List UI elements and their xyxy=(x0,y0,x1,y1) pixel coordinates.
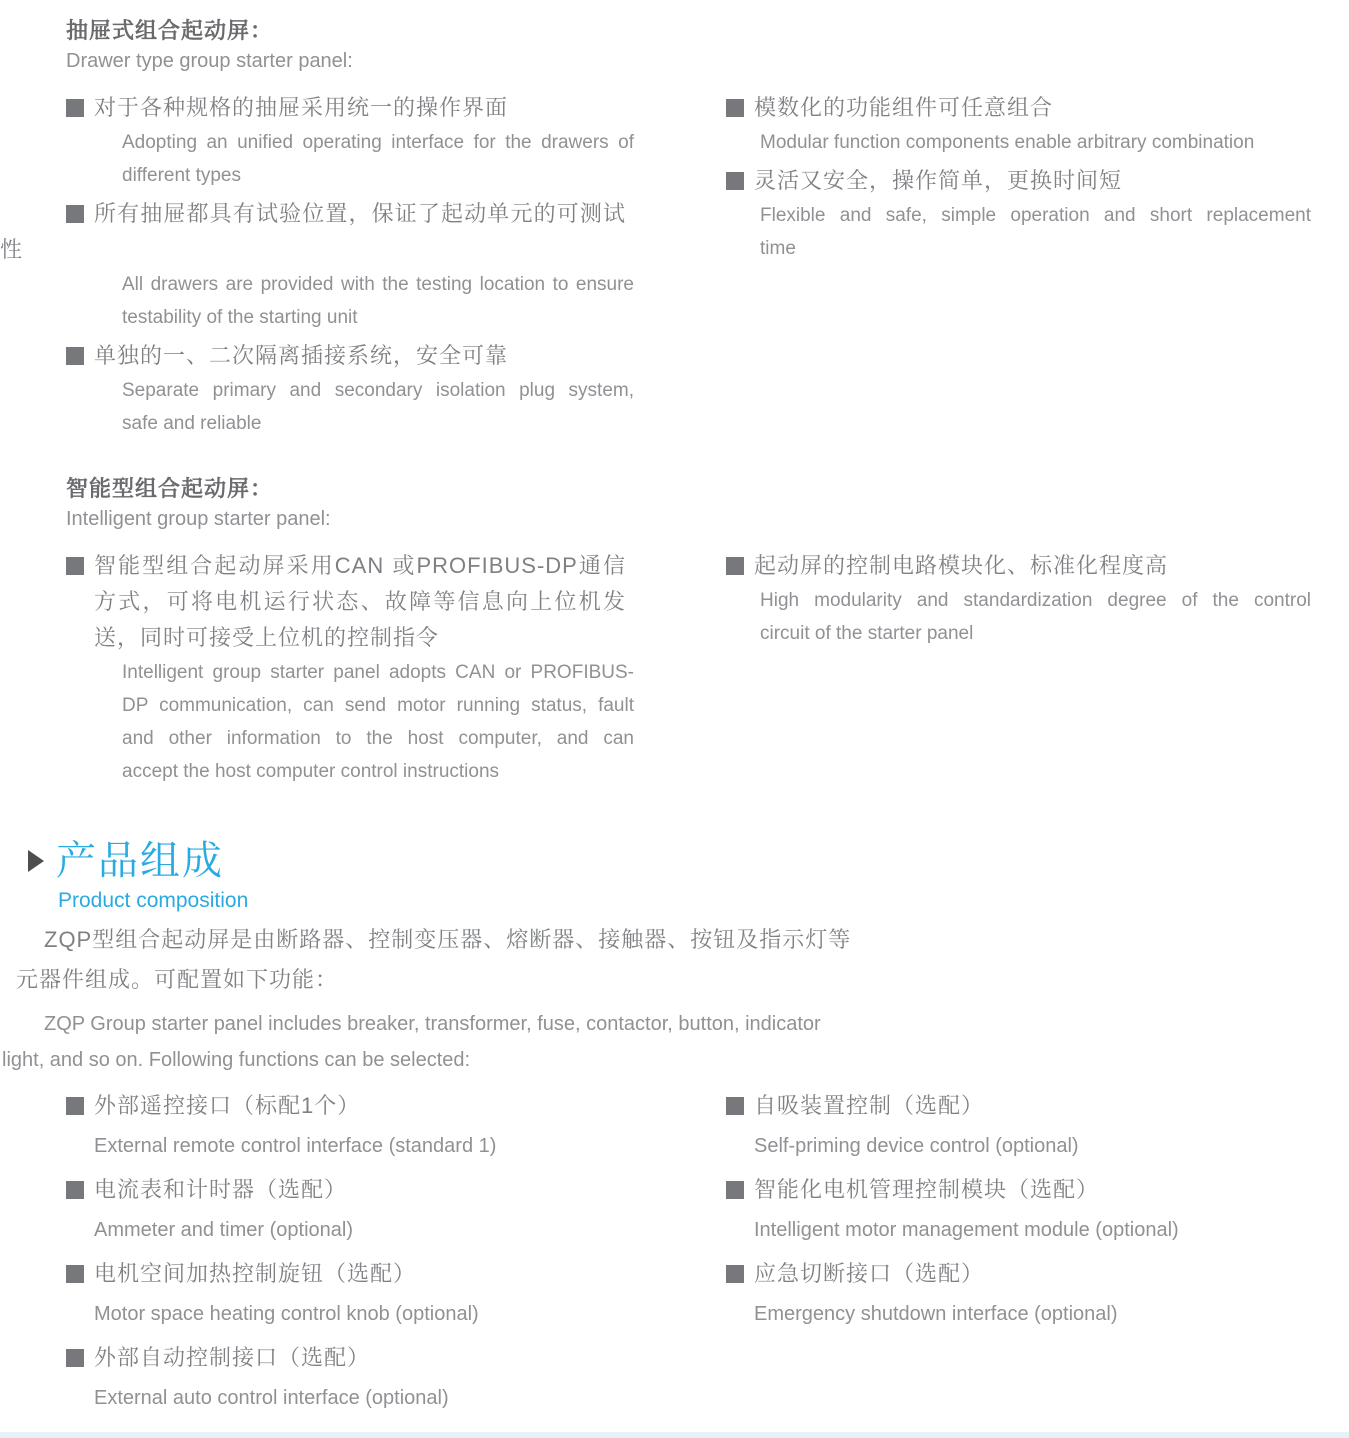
composition-paragraph-en xyxy=(0,1006,1349,1078)
feature-item xyxy=(66,90,666,192)
feature-text-zh xyxy=(754,90,1311,126)
intelligent-section-right-column xyxy=(726,548,1311,654)
text-line: Flexible and safe, simple operation and short replacement xyxy=(760,205,1311,226)
feature-text-zh xyxy=(754,1254,1346,1294)
text-line: 方式，可将电机运行状态、故障等信息向上位机发 xyxy=(94,589,626,614)
feature-text-en xyxy=(94,1210,686,1250)
feature-text-en xyxy=(122,126,634,192)
feature-text-zh xyxy=(754,163,1311,199)
composition-list-left-column xyxy=(66,1086,686,1422)
text-line: different types xyxy=(122,165,242,186)
composition-title-zh: 产品组成 xyxy=(56,839,224,883)
text-line: 模数化的功能组件可任意组合 xyxy=(754,95,1054,120)
feature-text-zh xyxy=(754,1170,1346,1210)
feature-item xyxy=(726,90,1311,159)
drawer-feature-list-left xyxy=(0,90,666,440)
bullet-square-icon xyxy=(726,99,744,117)
right-arrow-icon xyxy=(28,850,44,872)
composition-header xyxy=(28,838,248,916)
paragraph-line: 元器件组成。可配置如下功能： xyxy=(16,967,339,992)
feature-item xyxy=(66,548,666,788)
feature-text-en xyxy=(122,268,634,334)
intelligent-section-heading-zh: 智能型组合起动屏： xyxy=(66,476,274,501)
bullet-square-icon xyxy=(66,1097,84,1115)
feature-item xyxy=(726,1086,1346,1166)
text-line: Adopting an unified operating interface for the drawers of xyxy=(122,132,634,153)
text-line: 电流表和计时器（选配） xyxy=(94,1177,348,1202)
text-line: accept the host computer control instructions xyxy=(122,761,500,782)
feature-text-zh xyxy=(94,1170,686,1210)
bullet-square-icon xyxy=(66,205,84,223)
text-line: 灵活又安全，操作简单，更换时间短 xyxy=(754,168,1123,193)
page-bottom-accent-bar xyxy=(0,1432,1349,1438)
paragraph-line: ZQP Group starter panel includes breaker, transformer, fuse, contactor, button, indicator xyxy=(44,1013,821,1035)
feature-text-en xyxy=(122,374,634,440)
text-line: 单独的一、二次隔离插接系统，安全可靠 xyxy=(94,343,509,368)
feature-text-zh xyxy=(94,338,626,374)
text-line: 应急切断接口（选配） xyxy=(754,1261,985,1286)
drawer-section-left-column xyxy=(0,16,666,444)
bullet-square-icon xyxy=(66,1349,84,1367)
composition-title-en: Product composition xyxy=(58,889,249,912)
text-line: safe and reliable xyxy=(122,413,262,434)
feature-text-en xyxy=(754,1294,1346,1334)
bullet-square-icon xyxy=(726,557,744,575)
text-line: DP communication, can send motor running status, fault xyxy=(122,695,634,716)
feature-text-zh xyxy=(754,1086,1346,1126)
text-line: Intelligent motor management module (optional) xyxy=(754,1219,1179,1241)
text-line: 对于各种规格的抽屉采用统一的操作界面 xyxy=(94,95,509,120)
feature-item xyxy=(66,1170,686,1250)
drawer-feature-list-right xyxy=(726,90,1311,265)
feature-text-en xyxy=(760,126,1311,159)
feature-item xyxy=(66,1086,686,1166)
feature-text-en xyxy=(122,656,634,788)
text-line: Intelligent group starter panel adopts CAN or PROFIBUS- xyxy=(122,662,634,683)
intelligent-feature-list-right xyxy=(726,548,1311,650)
paragraph-line: ZQP型组合起动屏是由断路器、控制变压器、熔断器、接触器、按钮及指示灯等 xyxy=(44,927,852,952)
bullet-square-icon xyxy=(66,347,84,365)
composition-list-right-column xyxy=(726,1086,1346,1338)
text-line: 外部自动控制接口（选配） xyxy=(94,1345,371,1370)
composition-option-list-right xyxy=(726,1086,1346,1334)
intelligent-section-heading-en: Intelligent group starter panel: xyxy=(66,508,331,530)
feature-text-zh xyxy=(0,196,626,268)
text-line: Ammeter and timer (optional) xyxy=(94,1219,353,1241)
drawer-section-heading-en: Drawer type group starter panel: xyxy=(66,50,353,72)
text-line: 送，同时可接受上位机的控制指令 xyxy=(94,625,440,650)
bullet-square-icon xyxy=(66,99,84,117)
feature-item xyxy=(0,196,666,334)
feature-text-en xyxy=(754,1210,1346,1250)
feature-text-zh xyxy=(754,548,1311,584)
text-line: External remote control interface (standard 1) xyxy=(94,1135,497,1157)
bullet-square-icon xyxy=(726,1097,744,1115)
feature-text-zh xyxy=(94,548,626,656)
text-line: All drawers are provided with the testing location to ensure xyxy=(122,274,634,295)
bullet-square-icon xyxy=(726,172,744,190)
text-line: Self-priming device control (optional) xyxy=(754,1135,1079,1157)
text-line: testability of the starting unit xyxy=(122,307,358,328)
feature-text-en xyxy=(760,199,1311,265)
text-line: 起动屏的控制电路模块化、标准化程度高 xyxy=(754,553,1169,578)
bullet-square-icon xyxy=(726,1181,744,1199)
feature-text-en xyxy=(94,1294,686,1334)
text-line: Motor space heating control knob (optional) xyxy=(94,1303,479,1325)
text-line: 自吸装置控制（选配） xyxy=(754,1093,985,1118)
feature-item xyxy=(66,1338,686,1418)
bullet-square-icon xyxy=(66,1181,84,1199)
feature-item xyxy=(66,1254,686,1334)
text-line: High modularity and standardization degree of the control xyxy=(760,590,1311,611)
feature-text-en xyxy=(94,1126,686,1166)
feature-text-en xyxy=(754,1126,1346,1166)
paragraph-line: light, and so on. Following functions can be selected: xyxy=(2,1049,471,1071)
feature-text-zh xyxy=(94,1254,686,1294)
feature-item xyxy=(726,1170,1346,1250)
feature-item xyxy=(726,1254,1346,1334)
text-line: External auto control interface (optional) xyxy=(94,1387,449,1409)
drawer-section-heading-zh: 抽屉式组合起动屏： xyxy=(66,18,274,43)
text-line: 智能型组合起动屏采用CAN 或PROFIBUS-DP通信 xyxy=(94,553,626,578)
text-line: 性 xyxy=(0,237,24,262)
feature-item xyxy=(66,338,666,440)
text-line: 电机空间加热控制旋钮（选配） xyxy=(94,1261,417,1286)
text-line: 智能化电机管理控制模块（选配） xyxy=(754,1177,1100,1202)
text-line: circuit of the starter panel xyxy=(760,623,974,644)
feature-text-en xyxy=(94,1378,686,1418)
text-line: Emergency shutdown interface (optional) xyxy=(754,1303,1118,1325)
drawer-section-right-column xyxy=(726,90,1311,269)
text-line: time xyxy=(760,238,796,259)
feature-item xyxy=(726,548,1311,650)
bullet-square-icon xyxy=(66,1265,84,1283)
intelligent-section-left-column xyxy=(66,474,666,792)
text-line: and other information to the host computer, and can xyxy=(122,728,634,749)
intelligent-feature-list-left xyxy=(66,548,666,788)
text-line: Separate primary and secondary isolation plug system, xyxy=(122,380,634,401)
feature-text-zh xyxy=(94,90,626,126)
text-line: Modular function components enable arbitrary combination xyxy=(760,132,1255,153)
bullet-square-icon xyxy=(66,557,84,575)
feature-text-en xyxy=(760,584,1311,650)
text-line: 所有抽屉都具有试验位置，保证了起动单元的可测试 xyxy=(94,201,626,226)
feature-item xyxy=(726,163,1311,265)
bullet-square-icon xyxy=(726,1265,744,1283)
feature-text-zh xyxy=(94,1338,686,1378)
composition-option-list-left xyxy=(66,1086,686,1418)
feature-text-zh xyxy=(94,1086,686,1126)
text-line: 外部遥控接口（标配1个） xyxy=(94,1093,361,1118)
composition-paragraph-zh xyxy=(0,920,1349,1000)
